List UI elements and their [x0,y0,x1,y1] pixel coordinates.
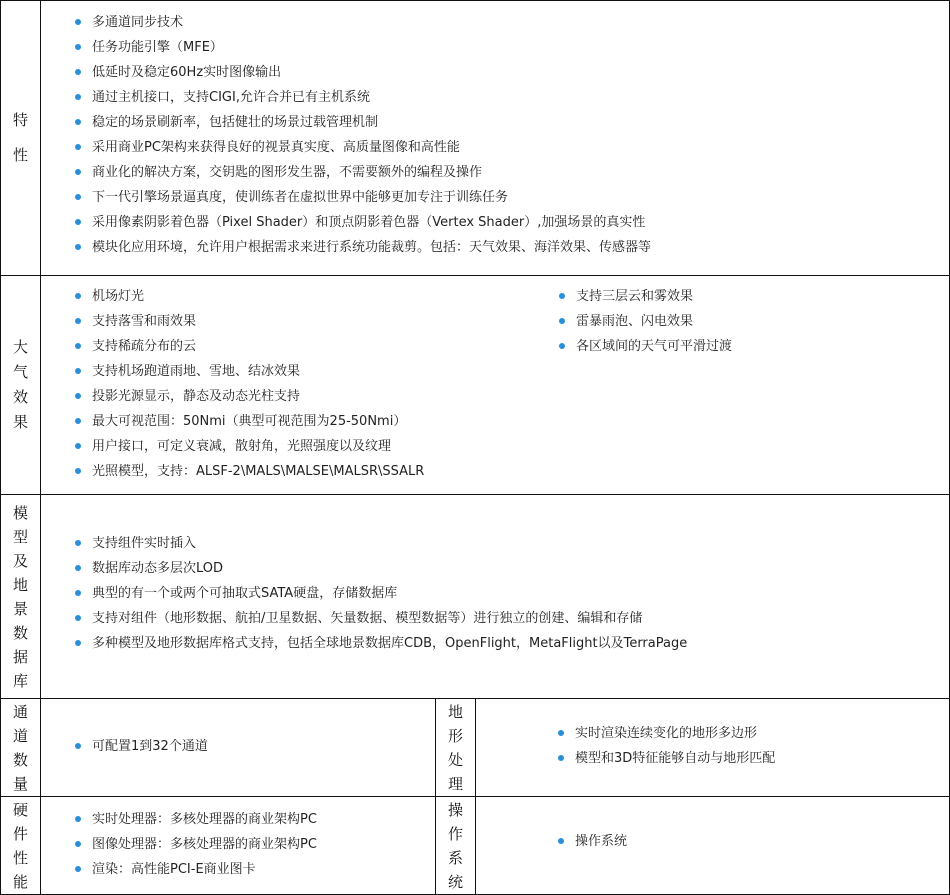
bullet-icon [559,318,565,324]
atmosphere-list-left [75,284,424,484]
row-label-hardware [0,796,41,895]
list-item: 支持稀疏分布的云 [75,334,424,359]
list-item: 机场灯光 [75,284,424,309]
list-item: 用户接口，可定义衰减，散射角，光照强度以及纹理 [75,434,424,459]
bullet-icon [75,94,81,100]
label-char: 形 [447,726,463,745]
row-label-os [435,796,476,895]
list-item: 投影光源显示，静态及动态光柱支持 [75,384,424,409]
list-item: 支持机场跑道雨地、雪地、结冰效果 [75,359,424,384]
channels-content [40,698,436,797]
bullet-icon [75,866,81,872]
row-label-terrain [435,698,476,797]
list-item: 采用商业PC架构来获得良好的视景真实度、高质量图像和高性能 [75,135,651,160]
list-item: 图像处理器：多核处理器的商业架构PC [75,832,317,857]
list-item: 采用像素阴影着色器（Pixel Shader）和顶点阴影着色器（Vertex Shader）,加强场景的真实性 [75,210,651,235]
label-char: 能 [12,872,28,891]
list-item: 实时渲染连续变化的地形多边形 [558,721,775,746]
label-char: 地 [12,575,28,594]
bullet-icon [558,755,564,761]
label-char: 及 [12,551,28,570]
bullet-icon [75,144,81,150]
label-char: 操 [447,800,463,819]
bullet-icon [75,44,81,50]
bullet-icon [75,443,81,449]
label-char: 性 [12,848,28,867]
bullet-icon [75,816,81,822]
list-item: 雷暴雨泡、闪电效果 [559,309,732,334]
list-item: 光照模型，支持：ALSF-2\MALS\MALSE\MALSR\SSALR [75,459,424,484]
list-item: 任务功能引擎（MFE） [75,35,651,60]
list-item: 最大可视范围：50Nmi（典型可视范围为25-50Nmi） [75,409,424,434]
label-char: 硬 [12,800,28,819]
terrain-content [475,698,950,797]
bullet-icon [75,640,81,646]
label-char: 效 [12,388,28,406]
list-item: 渲染：高性能PCI-E商业图卡 [75,857,317,882]
bullet-icon [559,293,565,299]
list-item: 各区域间的天气可平滑过渡 [559,334,732,359]
bullet-icon [75,418,81,424]
label-char: 大 [12,338,28,356]
bullet-icon [75,194,81,200]
list-item: 模块化应用环境，允许用户根据需求来进行系统功能裁剪。包括：天气效果、海洋效果、传感器等 [75,235,651,260]
list-item: 多种模型及地形数据库格式支持，包括全球地景数据库CDB，OpenFlight，MetaFlight以及TerraPage [75,631,687,656]
channels-list [75,734,208,759]
bullet-icon [75,590,81,596]
database-list [75,531,687,656]
list-item: 低延时及稳定60Hz实时图像输出 [75,60,651,85]
list-item: 支持对组件（地形数据、航拍/卫星数据、矢量数据、模型数据等）进行独立的创建、编辑和存储 [75,606,687,631]
list-item: 典型的有一个或两个可抽取式SATA硬盘，存储数据库 [75,581,687,606]
label-char: 性 [12,146,28,164]
bullet-icon [75,169,81,175]
bullet-icon [558,730,564,736]
bullet-icon [75,318,81,324]
bullet-icon [75,468,81,474]
list-item: 支持三层云和雾效果 [559,284,732,309]
label-char: 理 [447,774,463,793]
bullet-icon [559,343,565,349]
label-char: 气 [12,363,28,381]
row-label-database [0,494,41,699]
label-char: 统 [447,872,463,891]
bullet-icon [75,19,81,25]
label-char: 通 [12,702,28,721]
bullet-icon [558,838,564,844]
label-char: 特 [12,111,28,129]
label-char: 件 [12,824,28,843]
label-char: 模 [12,503,28,522]
list-item: 数据库动态多层次LOD [75,556,687,581]
label-char: 地 [447,702,463,721]
bullet-icon [75,244,81,250]
list-item: 实时处理器：多核处理器的商业架构PC [75,807,317,832]
bullet-icon [75,540,81,546]
list-item: 可配置1到32个通道 [75,734,208,759]
label-char: 数 [12,750,28,769]
bullet-icon [75,343,81,349]
row-label-atmosphere [0,275,41,495]
bullet-icon [75,743,81,749]
features-content [40,0,950,276]
list-item: 稳定的场景刷新率，包括健壮的场景过载管理机制 [75,110,651,135]
os-content [475,796,950,895]
list-item: 支持组件实时插入 [75,531,687,556]
label-char: 据 [12,647,28,666]
terrain-list [558,721,775,771]
bullet-icon [75,69,81,75]
label-char: 处 [447,750,463,769]
label-char: 果 [12,413,28,431]
bullet-icon [75,219,81,225]
atmosphere-list-right [559,284,732,359]
bullet-icon [75,293,81,299]
database-content [40,494,950,699]
label-char: 库 [12,671,28,690]
list-item: 多通道同步技术 [75,10,651,35]
bullet-icon [75,119,81,125]
list-item: 模型和3D特征能够自动与地形匹配 [558,746,775,771]
hardware-content [40,796,436,895]
label-char: 型 [12,527,28,546]
bullet-icon [75,368,81,374]
list-item: 操作系统 [558,829,627,854]
label-char: 量 [12,774,28,793]
label-char: 景 [12,599,28,618]
label-char: 数 [12,623,28,642]
list-item: 商业化的解决方案，交钥匙的图形发生器，不需要额外的编程及操作 [75,160,651,185]
label-char: 道 [12,726,28,745]
bullet-icon [75,615,81,621]
bullet-icon [75,841,81,847]
bullet-icon [75,393,81,399]
hardware-list [75,807,317,882]
features-list [75,10,651,260]
os-list [558,829,627,854]
atmosphere-content [40,275,950,495]
label-char: 作 [447,824,463,843]
list-item: 支持落雪和雨效果 [75,309,424,334]
bullet-icon [75,565,81,571]
list-item: 下一代引擎场景逼真度，使训练者在虚拟世界中能够更加专注于训练任务 [75,185,651,210]
list-item: 通过主机接口，支持CIGI,允许合并已有主机系统 [75,85,651,110]
row-label-channels [0,698,41,797]
label-char: 系 [447,848,463,867]
row-label-features [0,0,41,276]
